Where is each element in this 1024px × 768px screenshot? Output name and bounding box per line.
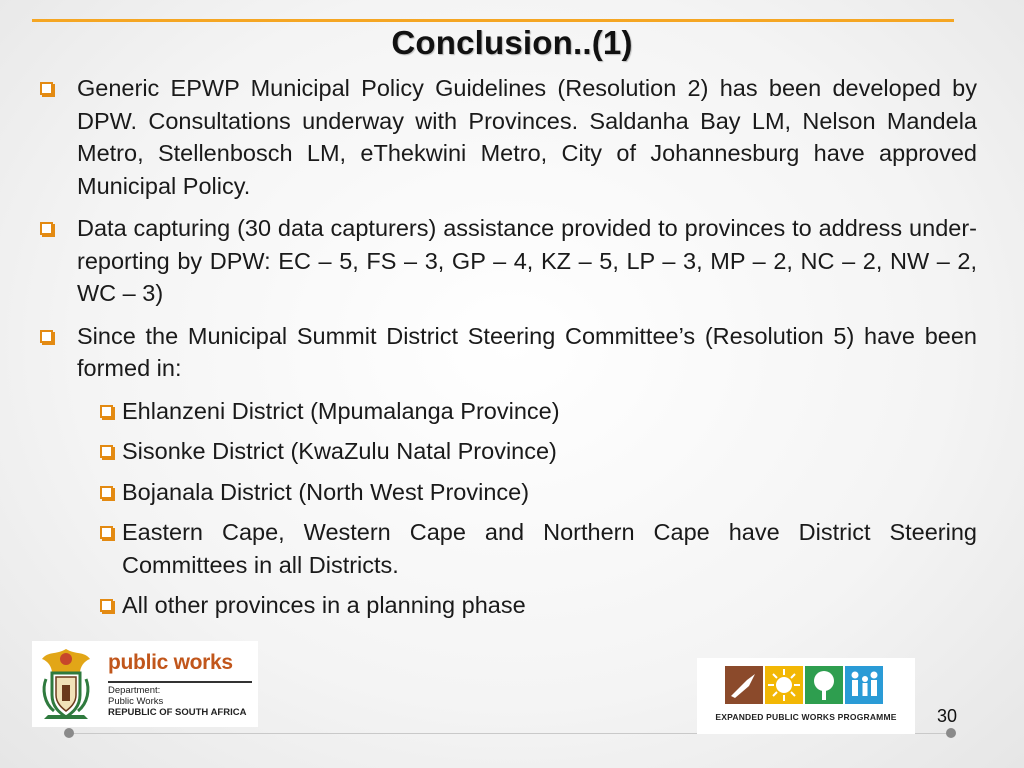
square-bullet-icon bbox=[40, 330, 53, 343]
sub-bullet-text: Bojanala District (North West Province) bbox=[122, 478, 530, 505]
sub-bullet-item bbox=[40, 395, 977, 428]
logo-department bbox=[108, 685, 246, 718]
coat-of-arms-icon bbox=[38, 645, 94, 723]
bullet-item bbox=[40, 212, 977, 310]
epwp-logo bbox=[697, 658, 915, 734]
slide-content bbox=[40, 72, 977, 630]
right-dot-ornament bbox=[946, 728, 956, 738]
sub-bullet-item bbox=[40, 435, 977, 468]
sub-bullet-text: Eastern Cape, Western Cape and Northern Cape have District Steering Committees in all Districts. bbox=[122, 519, 977, 578]
sub-bullet-item bbox=[40, 589, 977, 622]
sub-bullet-item bbox=[40, 516, 977, 581]
bullet-text: Since the Municipal Summit District Steering Committee’s (Resolution 5) have been formed in: bbox=[77, 322, 977, 381]
sub-bullet-text: Sisonke District (KwaZulu Natal Province) bbox=[122, 438, 557, 464]
bullet-item bbox=[40, 320, 977, 385]
sub-bullet-text: All other provinces in a planning phase bbox=[122, 592, 526, 618]
left-dot-ornament bbox=[64, 728, 74, 738]
sub-bullet-text: Ehlanzeni District (Mpumalanga Province) bbox=[122, 397, 560, 424]
tree-tile-icon bbox=[805, 666, 843, 704]
bullet-text: Generic EPWP Municipal Policy Guidelines (Resolution 2) has been developed by DPW. Consultations underway with Provinces. Saldanha Bay LM, Nelson Mandela Metro, Stellenbosch LM, eThekwini Metro, City of Johannesburg have approved Municipal Policy. bbox=[77, 75, 977, 199]
sub-bullet-item bbox=[40, 476, 977, 509]
logo-line-2: Public Works bbox=[108, 696, 164, 707]
slide-title: Conclusion..(1) bbox=[391, 24, 633, 61]
bullet-text: Data capturing (30 data capturers) assistance provided to provinces to address under-reporting by DPW: EC – 5, FS – 3, GP – 4, KZ – 5, LP – 3, MP – 2, NC – 2, NW – 2, WC – 3) bbox=[77, 215, 977, 306]
square-bullet-icon bbox=[40, 82, 53, 95]
public-works-logo bbox=[32, 641, 258, 727]
square-bullet-icon bbox=[100, 405, 113, 418]
sun-tile-icon bbox=[765, 666, 803, 704]
trowel-tile-icon bbox=[725, 666, 763, 704]
family-tile-icon bbox=[845, 666, 883, 704]
square-bullet-icon bbox=[100, 599, 113, 612]
logo-title: public works bbox=[108, 651, 233, 674]
top-accent-rule bbox=[32, 19, 954, 22]
epwp-caption: EXPANDED PUBLIC WORKS PROGRAMME bbox=[715, 712, 897, 722]
square-bullet-icon bbox=[40, 222, 53, 235]
page-number: 30 bbox=[937, 706, 958, 726]
logo-divider bbox=[108, 681, 252, 683]
square-bullet-icon bbox=[100, 445, 113, 458]
square-bullet-icon bbox=[100, 486, 113, 499]
square-bullet-icon bbox=[100, 526, 113, 539]
logo-line-3: REPUBLIC OF SOUTH AFRICA bbox=[108, 707, 247, 718]
logo-line-1: Department: bbox=[108, 685, 161, 696]
bullet-item bbox=[40, 72, 977, 202]
